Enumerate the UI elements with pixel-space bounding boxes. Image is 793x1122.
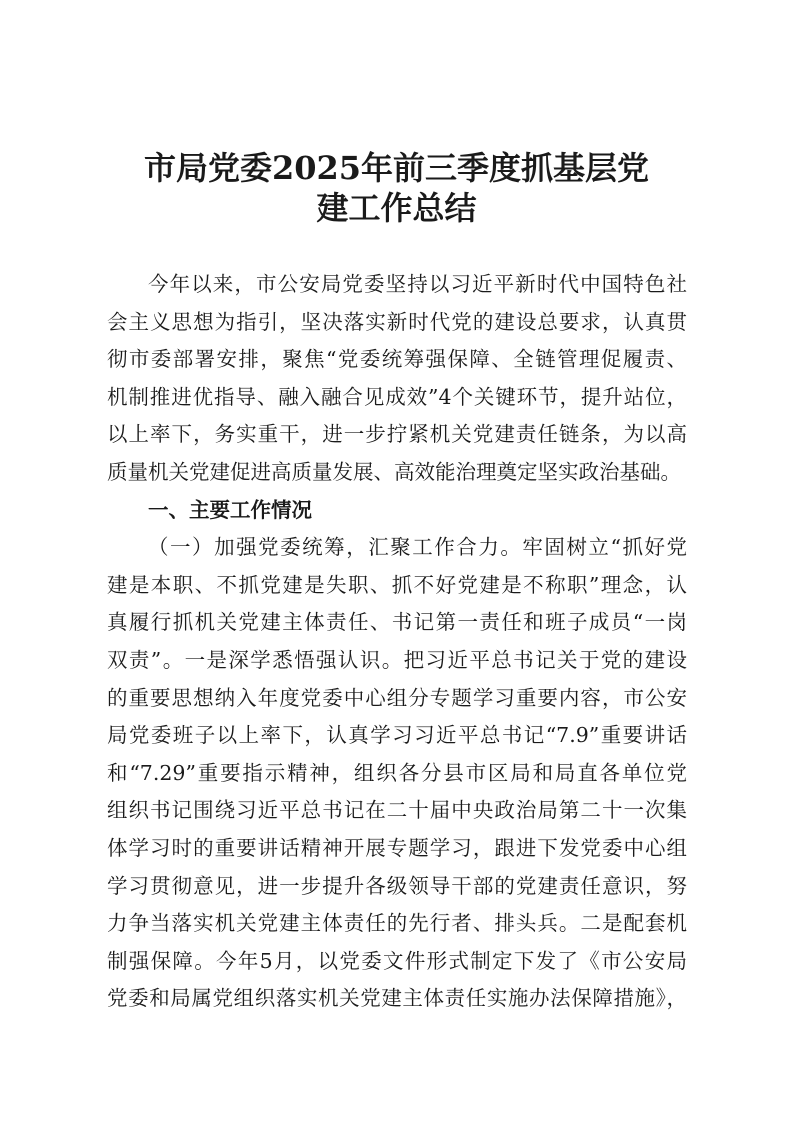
paragraph-line: 会主义思想为指引，坚决落实新时代党的建设总要求，认真贯: [107, 309, 687, 334]
paragraph-line: 建是本职、不抓党建是失职、抓不好党建是不称职”理念，认: [107, 572, 687, 597]
title-line-2: 建工作总结: [316, 189, 477, 227]
paragraph-line: 质量机关党建促进高质量发展、高效能治理奠定坚实政治基础。: [107, 459, 681, 484]
paragraph-line: 和“7.29”重要指示精神，组织各分县市区局和局直各单位党: [107, 760, 687, 785]
paragraph-line: 今年以来，市公安局党委坚持以习近平新时代中国特色社: [148, 272, 687, 296]
paragraph-line: 组织书记围绕习近平总书记在二十届中央政治局第二十一次集: [107, 798, 687, 823]
paragraph-line: 制强保障。今年5月，以党委文件形式制定下发了《市公安局: [107, 948, 687, 973]
paragraph-line: 彻市委部署安排，聚焦“党委统筹强保障、全链管理促履责、: [107, 347, 687, 372]
title-line-1: 市局党委2025年前三季度抓基层党: [143, 149, 650, 187]
section-heading: 一、主要工作情况: [148, 497, 312, 522]
paragraph-line: 力争当落实机关党建主体责任的先行者、排头兵。二是配套机: [107, 911, 687, 936]
paragraph-line: （一）加强党委统筹，汇聚工作合力。牢固树立“抓好党: [148, 535, 687, 560]
paragraph-line: 以上率下，务实重干，进一步拧紧机关党建责任链条，为以高: [107, 422, 687, 447]
paragraph-line: 的重要思想纳入年度党委中心组分专题学习重要内容，市公安: [107, 685, 687, 710]
paragraph-line: 学习贯彻意见，进一步提升各级领导干部的党建责任意识，努: [107, 873, 687, 898]
paragraph-line: 局党委班子以上率下，认真学习习近平总书记“7.9”重要讲话: [107, 723, 687, 748]
paragraph-line: 体学习时的重要讲话精神开展专题学习，跟进下发党委中心组: [107, 835, 687, 860]
document-body: [107, 266, 687, 1018]
paragraph-line: 机制推进优指导、融入融合见成效”4个关键环节，提升站位，: [107, 384, 687, 409]
paragraph-line: 双责”。一是深学悉悟强认识。把习近平总书记关于党的建设: [107, 647, 687, 672]
paragraph-line: 真履行抓机关党建主体责任、书记第一责任和班子成员“一岗: [107, 610, 687, 635]
document-title: [100, 148, 693, 228]
paragraph-line: 党委和局属党组织落实机关党建主体责任实施办法保障措施》，: [107, 986, 687, 1011]
